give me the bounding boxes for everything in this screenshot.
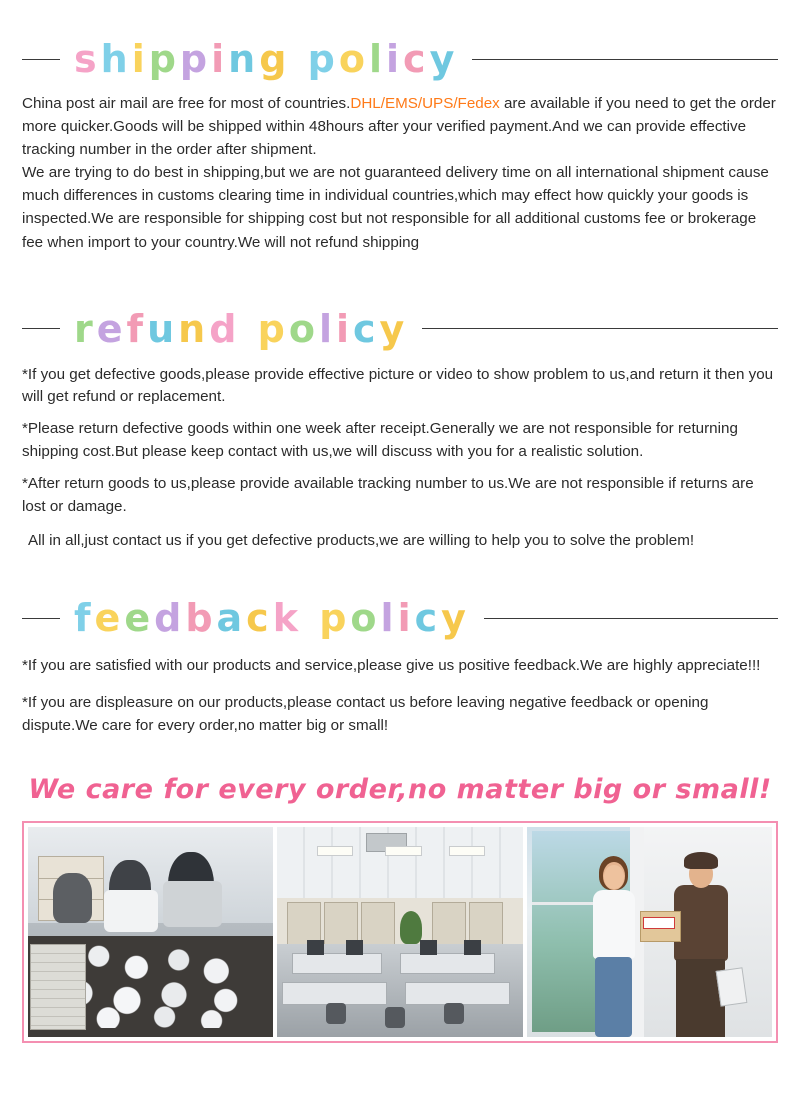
shipping-p1-run-1: China post air mail are free for most of countries. [22, 95, 351, 112]
refund-item-3: *After return goods to us,please provide available tracking number to us.We are not responsible if returns are lost or damage. [22, 474, 754, 515]
title-letter: d [154, 596, 186, 641]
rule-left [22, 59, 60, 60]
title-letter: y [379, 306, 409, 351]
shipping-paragraph-2: We are trying to do best in shipping,but we are not guaranteed delivery time on all international shipment cause much differences in customs clearing time in individual countries,which may effect how quickly your goods is inspected.We are responsible for shipping cost but not responsible for all additional customs fee or brokerage fee when import to your country.We will not refund shipping [22, 164, 769, 251]
title-letter: f [74, 596, 95, 641]
title-letter: i [211, 37, 229, 81]
care-banner: We care for every order,no matter big or small! [28, 773, 772, 805]
photo-strip [22, 821, 778, 1043]
refund-closing-line: All in all,just contact us if you get defective products,we are willing to help you to solve the problem! [28, 532, 695, 550]
shipping-p1-run-3: are available if you need to get the order more quicker.Goods will be shipped within 48hours after your verified payment.And we can provide effective tracking number in the order after shipment. [22, 95, 776, 159]
office-photo [277, 827, 522, 1037]
title-letter: i [386, 37, 404, 81]
feedback-policy-title [60, 596, 484, 641]
shipping-policy-title [60, 37, 472, 81]
rule-left [22, 618, 60, 619]
title-letter: i [397, 596, 415, 641]
title-letter: p [179, 37, 212, 81]
title-letter: f [126, 306, 148, 351]
title-letter: e [94, 596, 125, 641]
title-letter: e [124, 596, 155, 641]
title-letter: d [209, 306, 241, 351]
title-letter: o [350, 596, 381, 641]
rule-left [22, 328, 60, 329]
title-letter: n [228, 37, 260, 81]
rule-right [422, 328, 778, 329]
title-letter: n [178, 306, 210, 351]
refund-section-header [22, 306, 778, 351]
shipping-section-header [22, 37, 778, 81]
title-letter: l [318, 306, 336, 351]
title-letter [302, 599, 319, 637]
title-letter: c [403, 37, 430, 81]
title-letter: c [414, 596, 442, 641]
rule-right [484, 618, 778, 619]
title-letter: r [74, 306, 97, 351]
carrier-highlight: DHL/EMS/UPS/Fedex [350, 95, 500, 112]
title-letter: a [216, 596, 247, 641]
title-letter: i [335, 306, 354, 351]
title-letter: g [259, 37, 291, 81]
title-letter: u [147, 306, 179, 351]
refund-items [22, 364, 778, 554]
feedback-item-1: *If you are satisfied with our products and service,please give us positive feedback.We are highly appreciate!!! [22, 657, 761, 675]
feedback-section-header [22, 596, 778, 641]
title-letter: k [272, 596, 302, 641]
title-letter: c [353, 306, 380, 351]
title-letter: p [307, 37, 339, 81]
title-letter: y [429, 37, 459, 81]
title-letter: y [441, 596, 470, 641]
feedback-item-2: *If you are displeasure on our products,please contact us before leaving negative feedback or opening dispute.We care for every order,no matter big or small! [22, 694, 709, 734]
title-letter: o [338, 37, 369, 81]
policy-page [0, 37, 800, 1120]
title-letter: p [148, 37, 180, 81]
title-letter: o [288, 306, 319, 351]
title-letter: l [380, 596, 398, 641]
refund-item-2: *Please return defective goods within one week after receipt.Generally we are not responsible for returning shipping cost.But please keep contact with us,we will discuss with you for a realistic solution. [22, 420, 738, 461]
shipping-paragraph-1 [22, 92, 778, 161]
title-letter: i [131, 37, 149, 81]
feedback-items [22, 655, 778, 737]
rule-right [472, 59, 778, 60]
title-letter [290, 40, 307, 78]
shipping-paragraphs [22, 92, 778, 254]
title-letter: s [74, 37, 101, 81]
title-letter: b [185, 596, 217, 641]
title-letter: p [257, 306, 289, 351]
title-letter: h [100, 37, 132, 81]
delivery-handoff-photo [527, 827, 772, 1037]
title-letter: l [368, 37, 386, 81]
title-letter: e [96, 306, 127, 351]
title-letter: p [319, 596, 351, 641]
title-letter [240, 310, 257, 348]
refund-policy-title [60, 306, 422, 351]
title-letter: c [246, 596, 273, 641]
packing-room-photo [28, 827, 273, 1037]
refund-item-1: *If you get defective goods,please provide effective picture or video to show problem to us,and return it then you will get refund or replacement. [22, 365, 774, 406]
